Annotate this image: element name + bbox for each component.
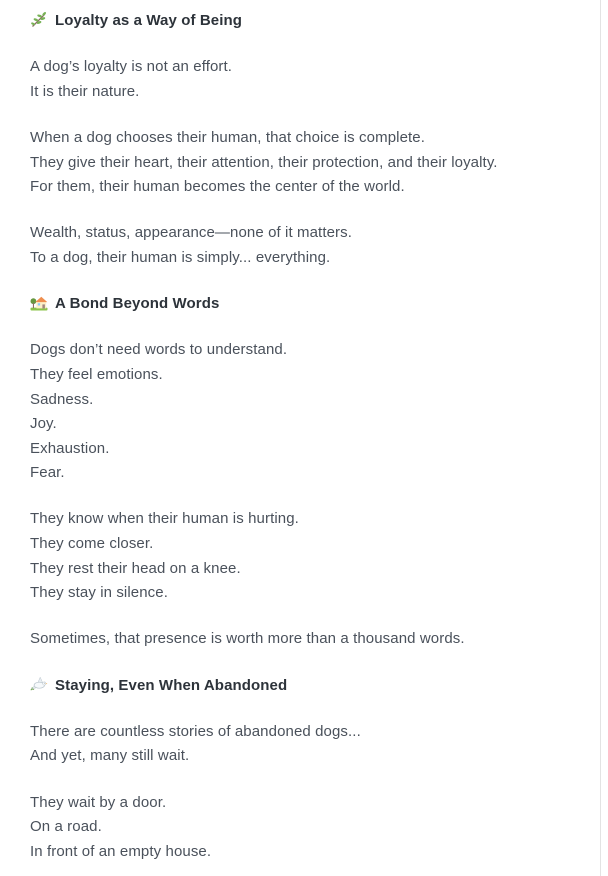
text-line: For them, their human becomes the center of the world. — [30, 178, 405, 196]
paragraph — [30, 338, 570, 486]
paragraph — [30, 627, 570, 652]
dove-icon — [30, 675, 48, 693]
section — [30, 292, 570, 652]
text-line: It is their nature. — [30, 82, 140, 100]
text-line: A dog’s loyalty is not an effort. — [30, 58, 233, 76]
section — [30, 674, 570, 865]
text-line: They give their heart, their attention, their protection, and their loyalty. — [30, 153, 498, 171]
section-title: A Bond Beyond Words — [55, 295, 220, 313]
paragraph — [30, 507, 570, 605]
text-line: Exhaustion. — [30, 439, 110, 457]
text-line: Sometimes, that presence is worth more than a thousand words. — [30, 630, 465, 648]
text-line: Sadness. — [30, 390, 94, 408]
text-line: They wait by a door. — [30, 793, 167, 811]
text-line: Wealth, status, appearance—none of it matters. — [30, 224, 352, 242]
section-title: Loyalty as a Way of Being — [55, 12, 242, 29]
text-line: In front of an empty house. — [30, 842, 212, 860]
paragraph — [30, 221, 570, 270]
paragraph — [30, 55, 570, 104]
section-heading — [30, 9, 570, 34]
text-line: They rest their head on a knee. — [30, 559, 241, 577]
text-line: They come closer. — [30, 535, 154, 553]
text-line: On a road. — [30, 818, 102, 836]
house-with-garden-icon — [30, 294, 48, 312]
text-line: They stay in silence. — [30, 584, 168, 602]
section — [30, 9, 570, 271]
text-line: There are countless stories of abandoned dogs... — [30, 722, 361, 740]
paragraph — [30, 720, 570, 769]
text-line: To a dog, their human is simply... everything. — [30, 248, 331, 266]
text-line: Dogs don’t need words to understand. — [30, 341, 288, 359]
text-line: They know when their human is hurting. — [30, 510, 299, 528]
herb-icon — [30, 11, 48, 29]
paragraph — [30, 791, 570, 865]
text-line: Joy. — [30, 415, 57, 433]
section-title: Staying, Even When Abandoned — [55, 676, 288, 694]
section-heading — [30, 292, 570, 317]
section-heading — [30, 674, 570, 699]
text-line: And yet, many still wait. — [30, 747, 190, 765]
text-line: They feel emotions. — [30, 365, 163, 383]
text-line: Fear. — [30, 464, 65, 482]
text-line: When a dog chooses their human, that choice is complete. — [30, 128, 425, 146]
paragraph — [30, 126, 570, 200]
